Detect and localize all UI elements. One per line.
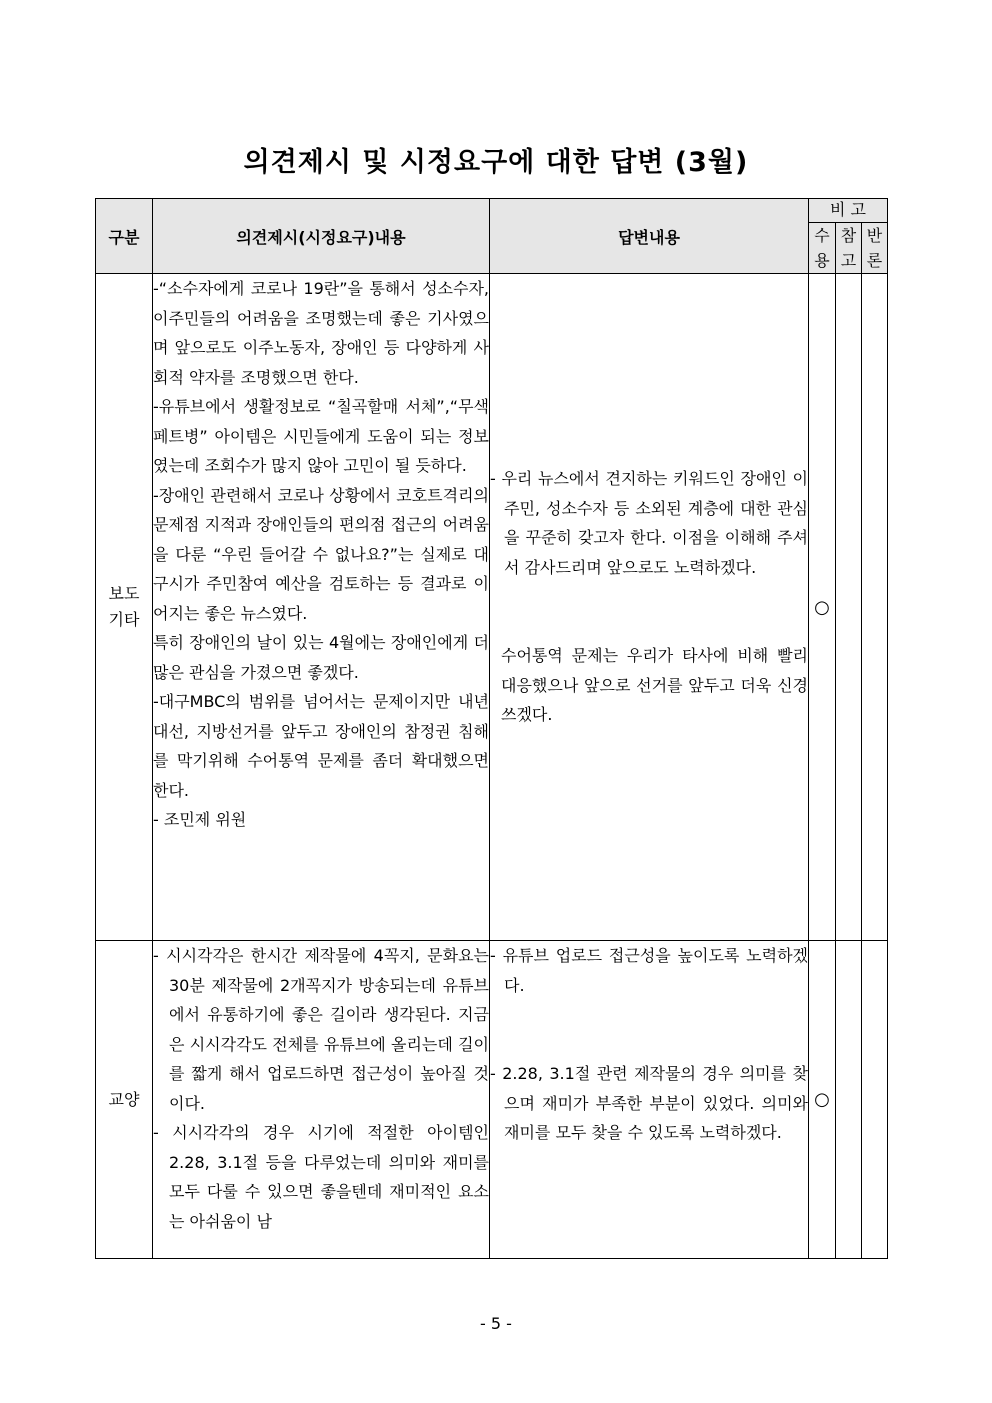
opinion-author: - 조민제 위원 xyxy=(153,810,247,829)
header-category: 구분 xyxy=(96,199,153,274)
opinion-paragraph: - 시시각각의 경우 시기에 적절한 아이템인 2.28, 3.1절 등을 다루었는데 의미와 재미를 모두 다룰 수 있으면 좋을텐데 재미적인 요소는 아쉬움이 남 xyxy=(153,1123,489,1231)
row-opinion xyxy=(153,274,490,941)
mark-rebuttal xyxy=(862,941,888,1259)
header-answer: 답변내용 xyxy=(490,199,809,274)
opinion-paragraph: -장애인 관련해서 코로나 상황에서 코호트격리의 문제점 지적과 장애인들의 편의점 접근의 어려움을 다룬 “우린 들어갈 수 없나요?”는 실제로 대구시가 주민참여 예산을 검토하는 등 결과로 이어지는 좋은 뉴스였다. xyxy=(153,485,489,623)
mark-accept: ○ xyxy=(809,941,836,1259)
answer-paragraph: - 2.28, 3.1절 관련 제작물의 경우 의미를 찾으며 재미가 부족한 부분이 있었다. 의미와 재미를 모두 찾을 수 있도록 노력하겠다. xyxy=(490,1064,808,1142)
document-title: 의견제시 및 시정요구에 대한 답변 (3월) xyxy=(243,147,749,178)
header-remarks: 비 고 xyxy=(809,199,888,223)
opinion-response-table xyxy=(95,198,888,1259)
opinion-paragraph: 특히 장애인의 날이 있는 4월에는 장애인에게 더 많은 관심을 가졌으면 좋겠다. xyxy=(153,633,489,682)
row-answer xyxy=(490,941,809,1259)
table-row xyxy=(96,941,888,1259)
opinion-paragraph: -“소수자에게 코로나 19란”을 통해서 성소수자, 이주민들의 어려움을 조명했는데 좋은 기사였으며 앞으로도 이주노동자, 장애인 등 다양하게 사회적 약자를 조명했으면 한다. xyxy=(153,279,489,387)
header-remark-accept: 수 용 xyxy=(809,223,836,274)
mark-accept: ○ xyxy=(809,274,836,941)
header-opinion: 의견제시(시정요구)내용 xyxy=(153,199,490,274)
opinion-paragraph: -유튜브에서 생활정보로 “칠곡할매 서체”,“무색 페트병” 아이템은 시민들에게 도움이 되는 정보였는데 조회수가 많지 않아 고민이 될 듯하다. xyxy=(153,397,489,475)
table-row xyxy=(96,274,888,941)
mark-reference xyxy=(836,941,862,1259)
answer-paragraph: 수어통역 문제는 우리가 타사에 비해 빨리 대응했으나 앞으로 선거를 앞두고 더욱 신경쓰겠다. xyxy=(501,646,808,724)
opinion-paragraph: - 시시각각은 한시간 제작물에 4꼭지, 문화요는 30분 제작물에 2개꼭지가 방송되는데 유튜브에서 유통하기에 좋은 길이라 생각된다. 지금은 시시각각도 전체를 유튜브에 올리는데 길이를 짧게 해서 업로드하면 접근성이 높아질 것이다. xyxy=(153,946,489,1113)
row-opinion xyxy=(153,941,490,1259)
answer-paragraph: - 유튜브 업로드 접근성을 높이도록 노력하겠다. xyxy=(490,946,808,995)
opinion-paragraph: -대구MBC의 범위를 넘어서는 문제이지만 내년 대선, 지방선거를 앞두고 장애인의 참정권 침해를 막기위해 수어통역 문제를 좀더 확대했으면 한다. xyxy=(153,692,489,800)
row-category: 보도 기타 xyxy=(96,274,153,941)
mark-rebuttal xyxy=(862,274,888,941)
header-remark-rebuttal: 반 론 xyxy=(862,223,888,274)
row-category: 교양 xyxy=(96,941,153,1259)
answer-paragraph: - 우리 뉴스에서 견지하는 키워드인 장애인 이주민, 성소수자 등 소외된 계층에 대한 관심을 꾸준히 갖고자 한다. 이점을 이해해 주셔서 감사드리며 앞으로도 노력하겠다. xyxy=(490,469,808,577)
page-number: - 5 - xyxy=(480,1314,512,1333)
row-answer xyxy=(490,274,809,941)
header-remark-reference: 참 고 xyxy=(836,223,862,274)
mark-reference xyxy=(836,274,862,941)
